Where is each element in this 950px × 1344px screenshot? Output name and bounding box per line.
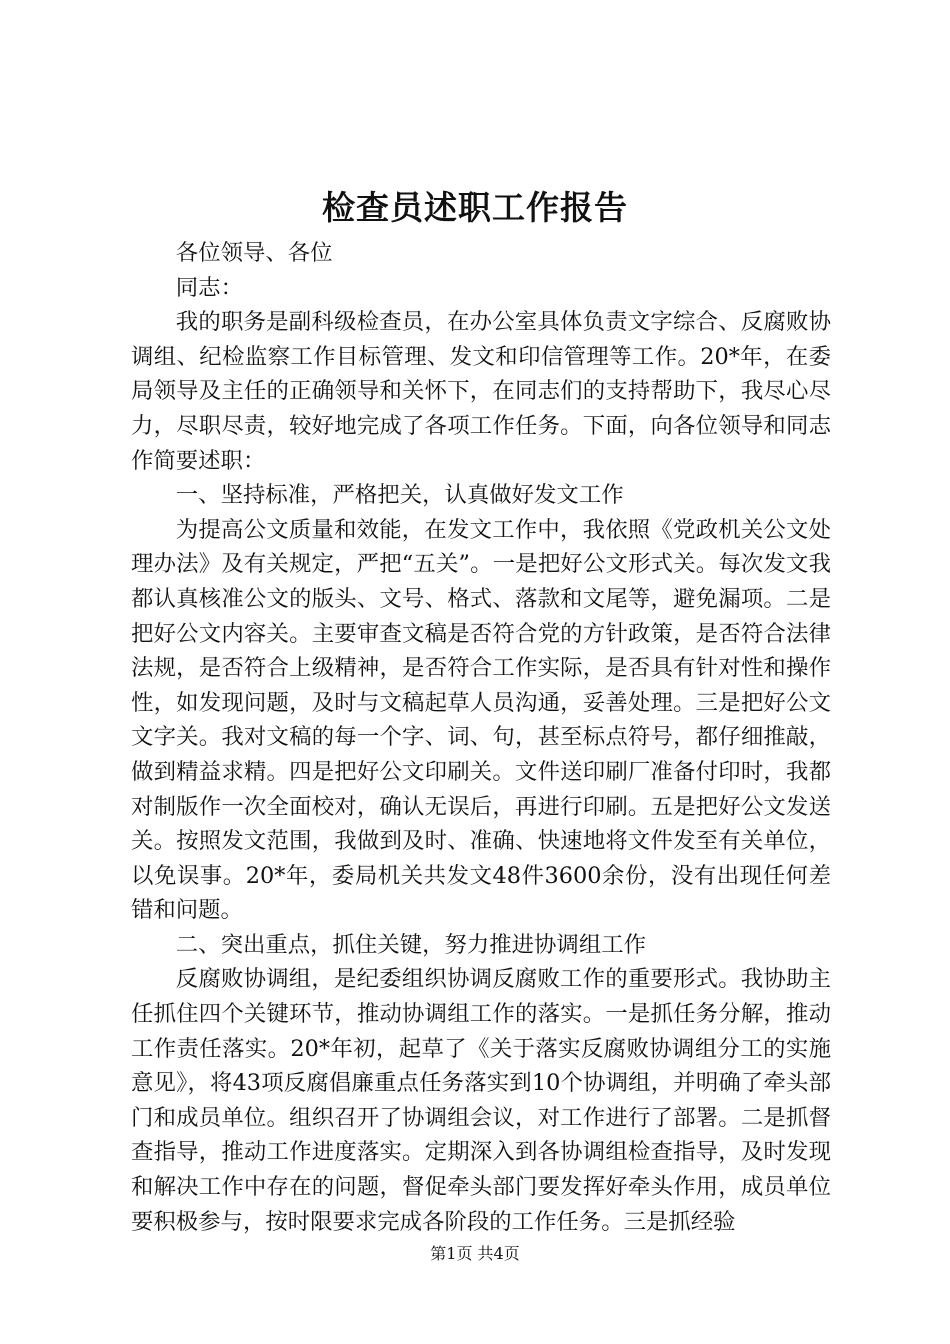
document-body bbox=[131, 236, 831, 1239]
paragraph-intro: 我的职务是副科级检查员，在办公室具体负责文字综合、反腐败协调组、纪检监察工作目标管理、发文和印信管理等工作。20*年，在委局领导及主任的正确领导和关怀下，在同志们的支持帮助下，我尽心尽力，尽职尽责，较好地完成了各项工作任务。下面，向各位领导和同志作简要述职： bbox=[131, 309, 831, 474]
paragraph-section-1: 为提高公文质量和效能，在发文工作中，我依照《党政机关公文处理办法》及有关规定，严把“五关”。一是把好公文形式关。每次发文我都认真核准公文的版头、文号、格式、落款和文尾等，避免漏项。二是把好公文内容关。主要审查文稿是否符合党的方针政策，是否符合法律法规，是否符合上级精神，是否符合工作实际，是否具有针对性和操作性，如发现问题，及时与文稿起草人员沟通，妥善处理。三是把好公文文字关。我对文稿的每一个字、词、句，甚至标点符号，都仔细推敲，做到精益求精。四是把好公文印刷关。文件送印刷厂准备付印时，我都对制版作一次全面校对，确认无误后，再进行印刷。五是把好公文发送关。按照发文范围，我做到及时、准确、快速地将文件发至有关单位，以免误事。20*年，委局机关共发文48件3600余份，没有出现任何差错和问题。 bbox=[131, 516, 831, 924]
section-heading-2: 二、突出重点，抓住关键，努力推进协调组工作 bbox=[175, 931, 646, 958]
salutation-line-1: 各位领导、各位 bbox=[175, 240, 333, 266]
document-title: 检查员述职工作报告 bbox=[322, 188, 628, 227]
paragraph-section-2: 反腐败协调组，是纪委组织协调反腐败工作的重要形式。我协助主任抓住四个关键环节，推动协调组工作的落实。一是抓任务分解，推动工作责任落实。20*年初，起草了《关于落实反腐败协调组分工的实施意见》，将43项反腐倡廉重点任务落实到10个协调组，并明确了牵头部门和成员单位。组织召开了协调组会议，对工作进行了部署。二是抓督查指导，推动工作进度落实。定期深入到各协调组检查指导，及时发现和解决工作中存在的问题，督促牵头部门要发挥好牵头作用，成员单位要积极参与，按时限要求完成各阶段的工作任务。三是抓经验 bbox=[131, 966, 831, 1235]
salutation-line-2: 同志： bbox=[175, 274, 243, 301]
page-footer: 第1页 共4页 bbox=[430, 1244, 520, 1263]
section-heading-1: 一、坚持标准，严格把关，认真做好发文工作 bbox=[175, 482, 624, 509]
